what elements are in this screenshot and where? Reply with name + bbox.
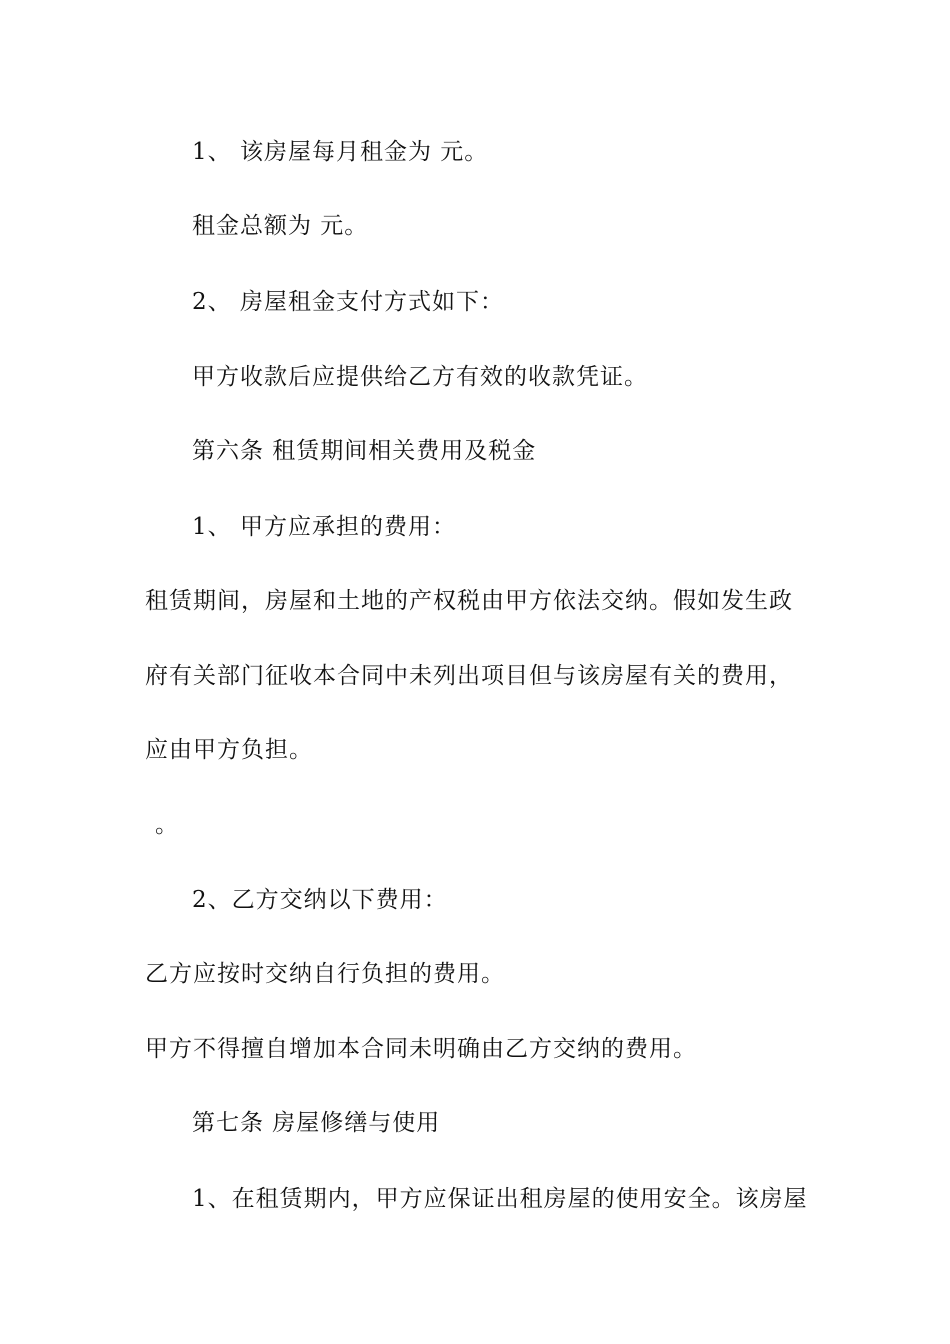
maintenance-line: 1、在租赁期内，甲方应保证出租房屋的使用安全。该房屋: [192, 1186, 808, 1212]
article-seven-heading: 第七条 房屋修缮与使用: [192, 1110, 441, 1136]
payment-method-line: 2、 房屋租金支付方式如下：: [192, 289, 504, 315]
receipt-line: 甲方收款后应提供给乙方有效的收款凭证。: [192, 364, 648, 390]
article-six-heading: 第六条 租赁期间相关费用及税金: [192, 438, 537, 464]
party-b-pay-line: 乙方应按时交纳自行负担的费用。: [145, 961, 505, 987]
paragraph-line-3: 应由甲方负担。: [145, 737, 313, 763]
paragraph-line-1: 租赁期间，房屋和土地的产权税由甲方依法交纳。假如发生政: [145, 588, 793, 614]
no-extra-fees-line: 甲方不得擅自增加本合同未明确由乙方交纳的费用。: [145, 1036, 697, 1062]
stray-period-line: 。: [155, 812, 179, 838]
party-a-fees-line: 1、 甲方应承担的费用：: [192, 514, 456, 540]
party-b-fees-line: 2、乙方交纳以下费用：: [192, 887, 448, 913]
paragraph-line-2: 府有关部门征收本合同中未列出项目但与该房屋有关的费用，: [145, 663, 793, 689]
rent-monthly-line: 1、 该房屋每月租金为 元。: [192, 139, 489, 165]
rent-total-line: 租金总额为 元。: [192, 213, 369, 239]
